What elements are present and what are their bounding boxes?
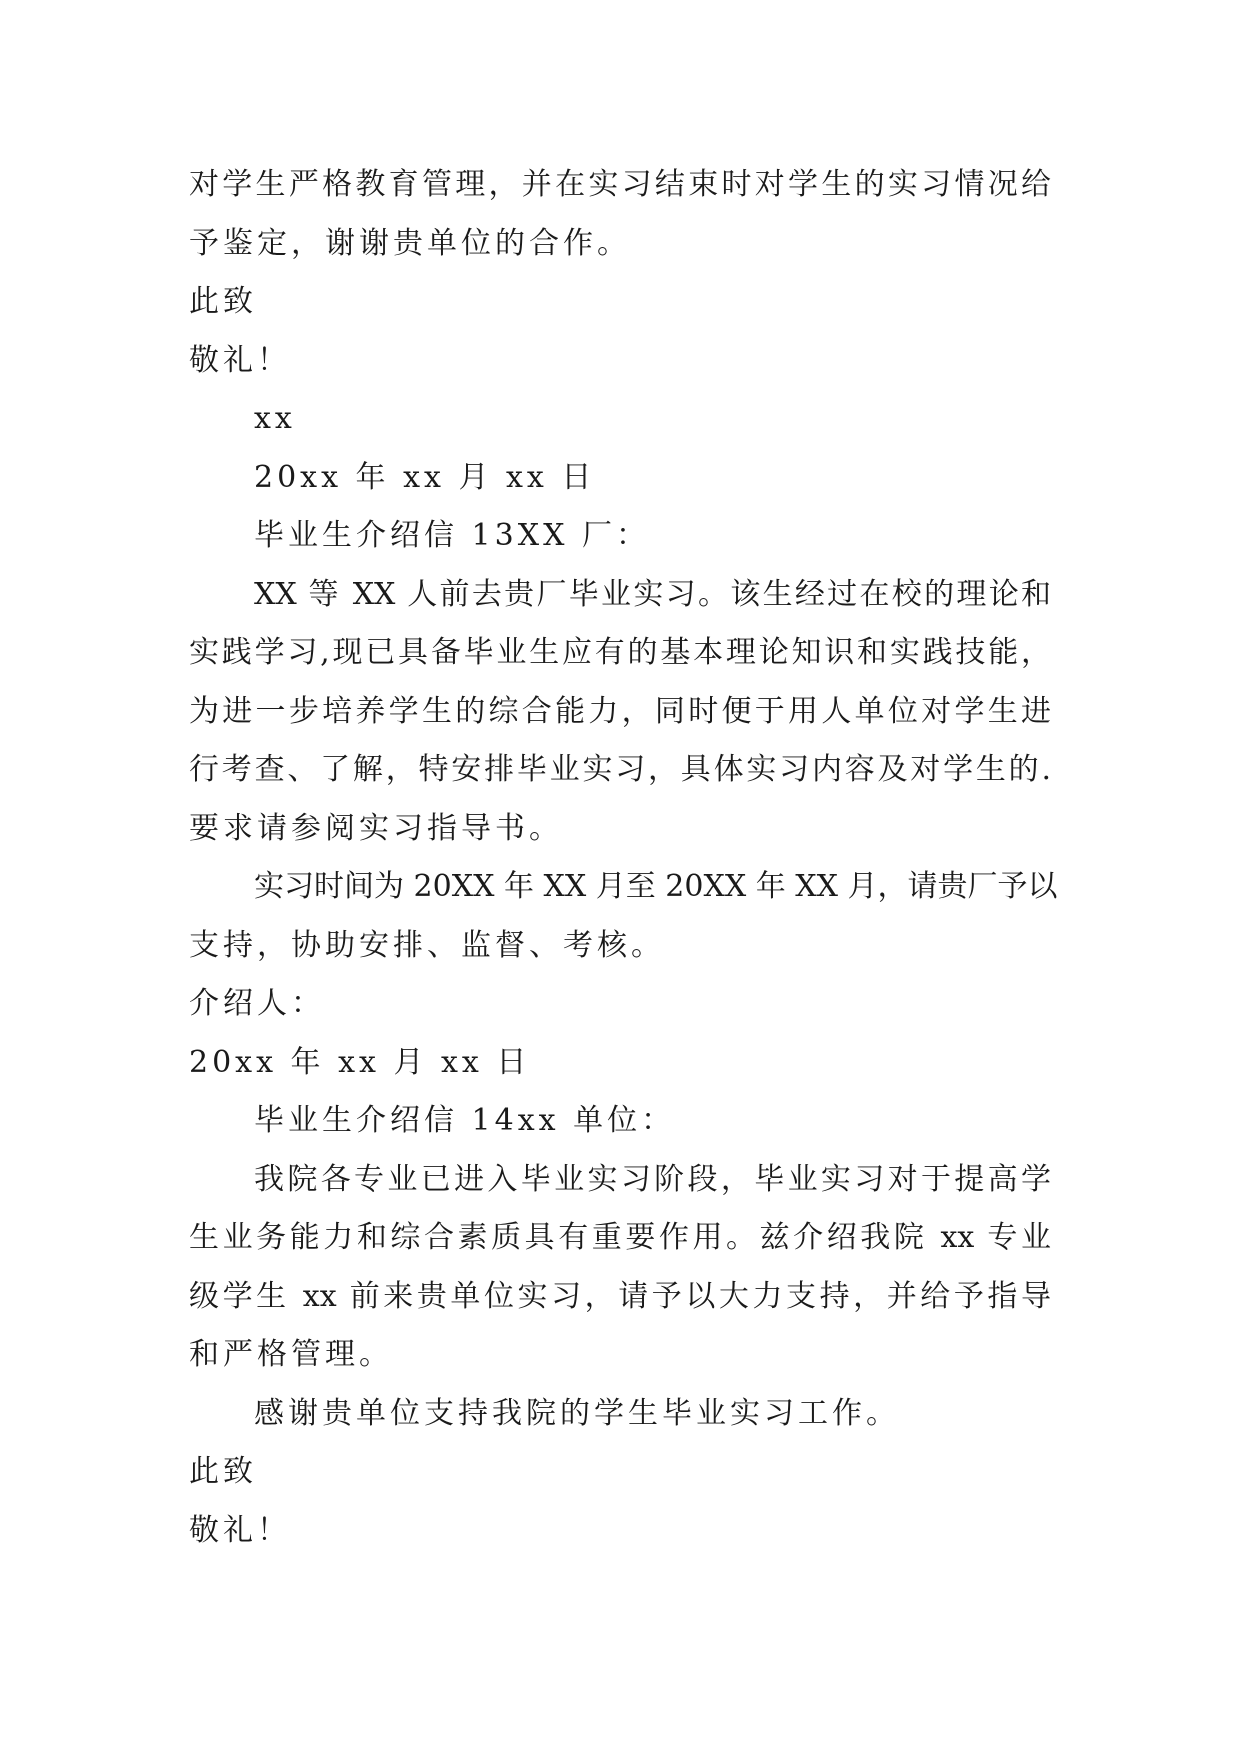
paragraph-line: 要求请参阅实习指导书。 — [189, 810, 563, 846]
signature-name: xx — [254, 401, 296, 436]
letter-heading: 毕业生介绍信 13XX 厂： — [254, 518, 650, 553]
paragraph-line: 我院各专业已进入毕业实习阶段，毕业实习对于提高学 — [254, 1161, 1051, 1197]
paragraph-line: 行考查、了解，特安排毕业实习，具体实习内容及对学生的. — [189, 752, 1051, 787]
paragraph-line: 对学生严格教育管理，并在实习结束时对学生的实习情况给 — [189, 167, 1051, 202]
introducer-label: 介绍人： — [189, 986, 325, 1021]
paragraph-line: 和严格管理。 — [189, 1337, 393, 1372]
letter-heading: 毕业生介绍信 14xx 单位： — [254, 1103, 676, 1138]
document-body — [189, 156, 1058, 1560]
paragraph-line: 级学生 xx 前来贵单位实习，请予以大力支持，并给予指导 — [189, 1278, 1051, 1314]
closing-salutation: 此致 — [189, 1454, 257, 1489]
paragraph-line: XX 等 XX 人前去贵厂毕业实习。该生经过在校的理论和 — [254, 576, 1051, 612]
paragraph-line: 生业务能力和综合素质具有重要作用。兹介绍我院 xx 专业 — [189, 1220, 1051, 1255]
paragraph-line: 实习时间为 20XX 年 XX 月至 20XX 年 XX 月，请贵厂予以 — [254, 869, 1058, 904]
letter-date: 20xx 年 xx 月 xx 日 — [189, 1044, 531, 1080]
closing-salutation: 此致 — [189, 284, 257, 319]
closing-salutation: 敬礼！ — [189, 1512, 291, 1548]
paragraph-line: 支持，协助安排、监督、考核。 — [189, 927, 665, 963]
paragraph-line: 为进一步培养学生的综合能力，同时便于用人单位对学生进 — [189, 693, 1051, 729]
closing-salutation: 敬礼！ — [189, 342, 291, 378]
paragraph-line: 予鉴定，谢谢贵单位的合作。 — [189, 225, 631, 261]
paragraph-line: 实践学习,现已具备毕业生应有的基本理论知识和实践技能， — [189, 635, 1051, 670]
signature-date: 20xx 年 xx 月 xx 日 — [254, 459, 596, 495]
paragraph-line: 感谢贵单位支持我院的学生毕业实习工作。 — [254, 1395, 900, 1431]
